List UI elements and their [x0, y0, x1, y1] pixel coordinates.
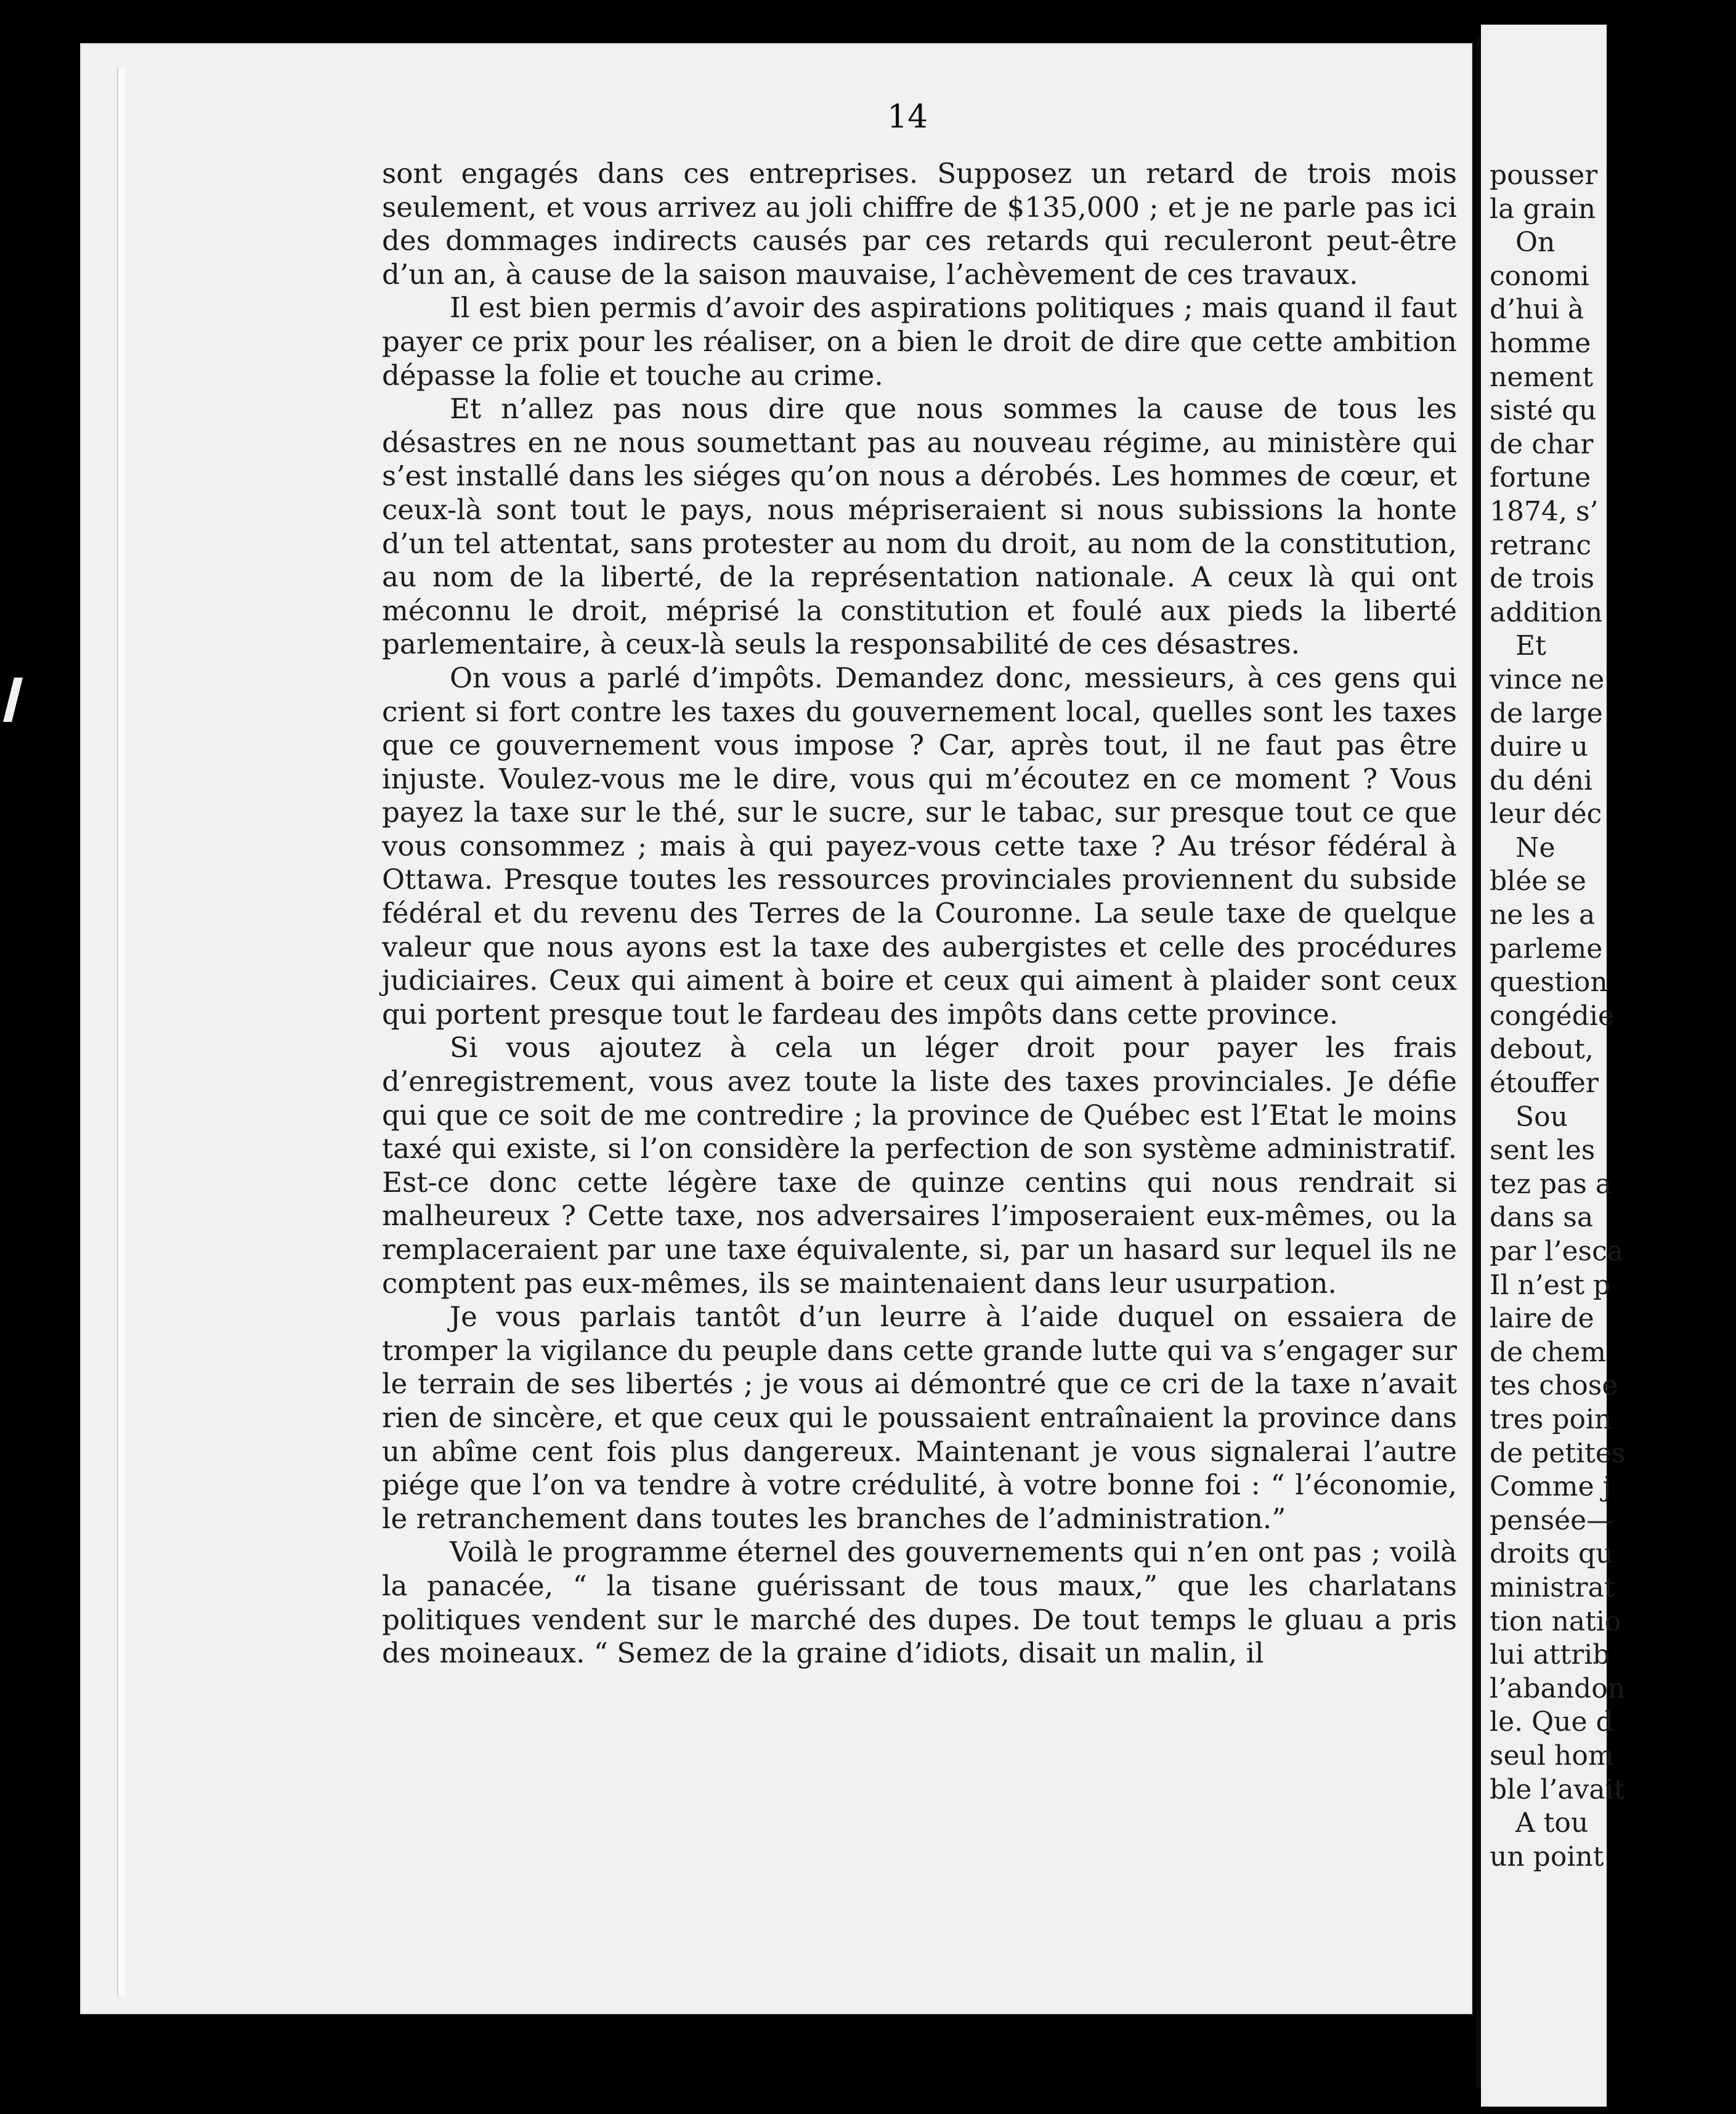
- right-page-line: addition: [1490, 596, 1603, 628]
- right-page-line: pensée—: [1490, 1504, 1614, 1536]
- right-page-line: de chem: [1490, 1336, 1606, 1368]
- right-page-line: leur déc: [1490, 798, 1602, 830]
- right-page-line: ble l’avait: [1490, 1773, 1625, 1805]
- right-page-line: fortune: [1490, 462, 1591, 494]
- right-page-line: 1874, s’: [1490, 495, 1599, 527]
- right-page-line: On: [1490, 227, 1556, 259]
- right-page-line: duire u: [1490, 731, 1588, 763]
- right-page-line: nement: [1490, 361, 1594, 393]
- right-page-line: homme: [1490, 327, 1591, 359]
- page-number: 14: [887, 99, 928, 136]
- right-page-line: conomi: [1490, 260, 1589, 292]
- right-page-line: d’hui à: [1490, 294, 1584, 326]
- right-page-line: ne les a: [1490, 899, 1596, 931]
- paragraph: Voilà le programme éternel des gouvernements qui n’en ont pas ; voilà la panacée, “ la tisane guérissant de tous maux,” que les charlatans politiques vendent sur le marché des dupes. De tout temps le gluau a pris des moineaux. “ Semez de la graine d’idiots, disait un malin, il: [382, 1536, 1457, 1670]
- right-page-line: un point: [1490, 1841, 1604, 1873]
- right-page-line: sisté qu: [1490, 395, 1597, 427]
- right-page-line: étouffer: [1490, 1067, 1599, 1100]
- right-page-line: question: [1490, 966, 1608, 998]
- paragraph: Et n’allez pas nous dire que nous sommes la cause de tous les désastres en ne nous soumettant pas au nouveau régime, au ministère qui s’est installé dans les siéges qu’on nous a dérobés. Les hommes de cœur, et ceux-là sont tout le pays, nous mépriseraient si nous subissions la honte d’un tel attentat, sans protester au nom du droit, au nom de la constitution, au nom de la liberté, de la représentation nationale. A ceux là qui ont méconnu le droit, méprisé la constitution et foulé aux pieds la liberté parlementaire, à ceux-là seuls la responsabilité de ces désastres.: [382, 392, 1457, 661]
- paragraph: sont engagés dans ces entreprises. Supposez un retard de trois mois seulement, et vous arrivez au joli chiffre de $135,000 ; et je ne parle pas ici des dommages indirects causés par ces retards qui reculeront peut-être d’un an, à cause de la saison mauvaise, l’achèvement de ces travaux.: [382, 157, 1457, 291]
- right-page-text: [1490, 159, 1736, 1874]
- right-page-line: de trois: [1490, 563, 1595, 595]
- right-page-line: par l’esca: [1490, 1236, 1623, 1267]
- paragraph: On vous a parlé d’impôts. Demandez donc, messieurs, à ces gens qui crient si fort contre les taxes du gouvernement local, quelles sont les taxes que ce gouvernement vous impose ? Car, après tout, il ne faut pas être injuste. Voulez-vous me le dire, vous qui m’écoutez en ce moment ? Vous payez la taxe sur le thé, sur le sucre, sur le tabac, sur presque tout ce que vous consommez ; mais à qui payez-vous cette taxe ? Au trésor fédéral à Ottawa. Presque toutes les ressources provinciales proviennent du subside fédéral et du revenu des Terres de la Couronne. La seule taxe de quelque valeur que nous ayons est la taxe des aubergistes et celle des procédures judiciaires. Ceux qui aiment à boire et ceux qui aiment à plaider sont ceux qui portent presque tout le fardeau des impôts dans cette province.: [382, 661, 1457, 1031]
- right-page-line: Et: [1490, 630, 1546, 662]
- right-page-line: tres poin: [1490, 1403, 1612, 1435]
- right-page-line: ministrat: [1490, 1571, 1615, 1603]
- right-page-line: laire de: [1490, 1303, 1594, 1335]
- right-page-line: dans sa: [1490, 1202, 1594, 1234]
- right-page-line: congédie: [1490, 1000, 1614, 1032]
- right-page-line: Sou: [1490, 1101, 1568, 1133]
- paragraph: Je vous parlais tantôt d’un leurre à l’aide duquel on essaiera de tromper la vigilance du peuple dans cette grande lutte qui va s’engager sur le terrain de ses libertés ; je vous ai démontré que ce cri de la taxe n’avait rien de sincère, et que ceux qui le poussaient entraînaient la province dans un abîme cent fois plus dangereux. Maintenant je vous signalerai l’autre piége que l’on va tendre à votre crédulité, à votre bonne foi : “ l’économie, le retranchement dans toutes les branches de l’administration.”: [382, 1300, 1457, 1535]
- right-page-line: tez pas a: [1490, 1168, 1612, 1200]
- right-page-line: retranc: [1490, 529, 1591, 561]
- right-page: [1481, 25, 1626, 2107]
- right-page-line: l’abandon: [1490, 1672, 1626, 1704]
- paragraph: Si vous ajoutez à cela un léger droit pour payer les frais d’enregistrement, vous avez toute la liste des taxes provinciales. Je défie qui que ce soit de me contredire ; la province de Québec est l’Etat le moins taxé qui existe, si l’on considère la perfection de son système administratif. Est-ce donc cette légère taxe de quinze centins qui nous rendrait si malheureux ? Cette taxe, nos adversaires l’imposeraient eux-mêmes, ou la remplaceraient par une taxe équivalente, si, par un hasard sur lequel ils ne comptent pas eux-mêmes, ils se maintenaient dans leur usurpation.: [382, 1031, 1457, 1300]
- right-page-line: lui attrib: [1490, 1639, 1610, 1671]
- right-page-line: sent les: [1490, 1135, 1596, 1167]
- right-page-line: de petites: [1490, 1437, 1626, 1469]
- right-page-line: la grain: [1490, 193, 1596, 225]
- right-page-line: droits qu: [1490, 1538, 1613, 1570]
- right-page-line: du déni: [1490, 764, 1593, 796]
- paragraph: Il est bien permis d’avoir des aspirations politiques ; mais quand il faut payer ce prix pour les réaliser, on a bien le droit de dire que cette ambition dépasse la folie et touche au crime.: [382, 291, 1457, 392]
- margin-mark: [3, 678, 23, 722]
- right-page-line: debout,: [1490, 1034, 1594, 1066]
- right-page-line: vince ne: [1490, 663, 1605, 695]
- page-edge: [117, 68, 126, 1996]
- page-gutter: [1476, 37, 1481, 2088]
- right-page-line: Ne: [1490, 832, 1556, 864]
- right-page-line: parleme: [1490, 933, 1603, 965]
- main-text-column: [382, 157, 1457, 1671]
- right-page-line: A tou: [1490, 1807, 1589, 1839]
- right-page-line: blée se: [1490, 865, 1586, 897]
- right-page-line: Il n’est p: [1490, 1269, 1611, 1301]
- right-page-line: de large: [1490, 697, 1603, 729]
- right-page-line: seul hom: [1490, 1739, 1614, 1772]
- right-page-line: Comme j: [1490, 1471, 1612, 1503]
- right-page-line: le. Que d: [1490, 1706, 1613, 1738]
- right-page-line: tes chose: [1490, 1370, 1618, 1402]
- right-page-line: tion natio: [1490, 1605, 1621, 1637]
- right-page-line: de char: [1490, 428, 1594, 460]
- right-page-line: pousser: [1490, 160, 1598, 191]
